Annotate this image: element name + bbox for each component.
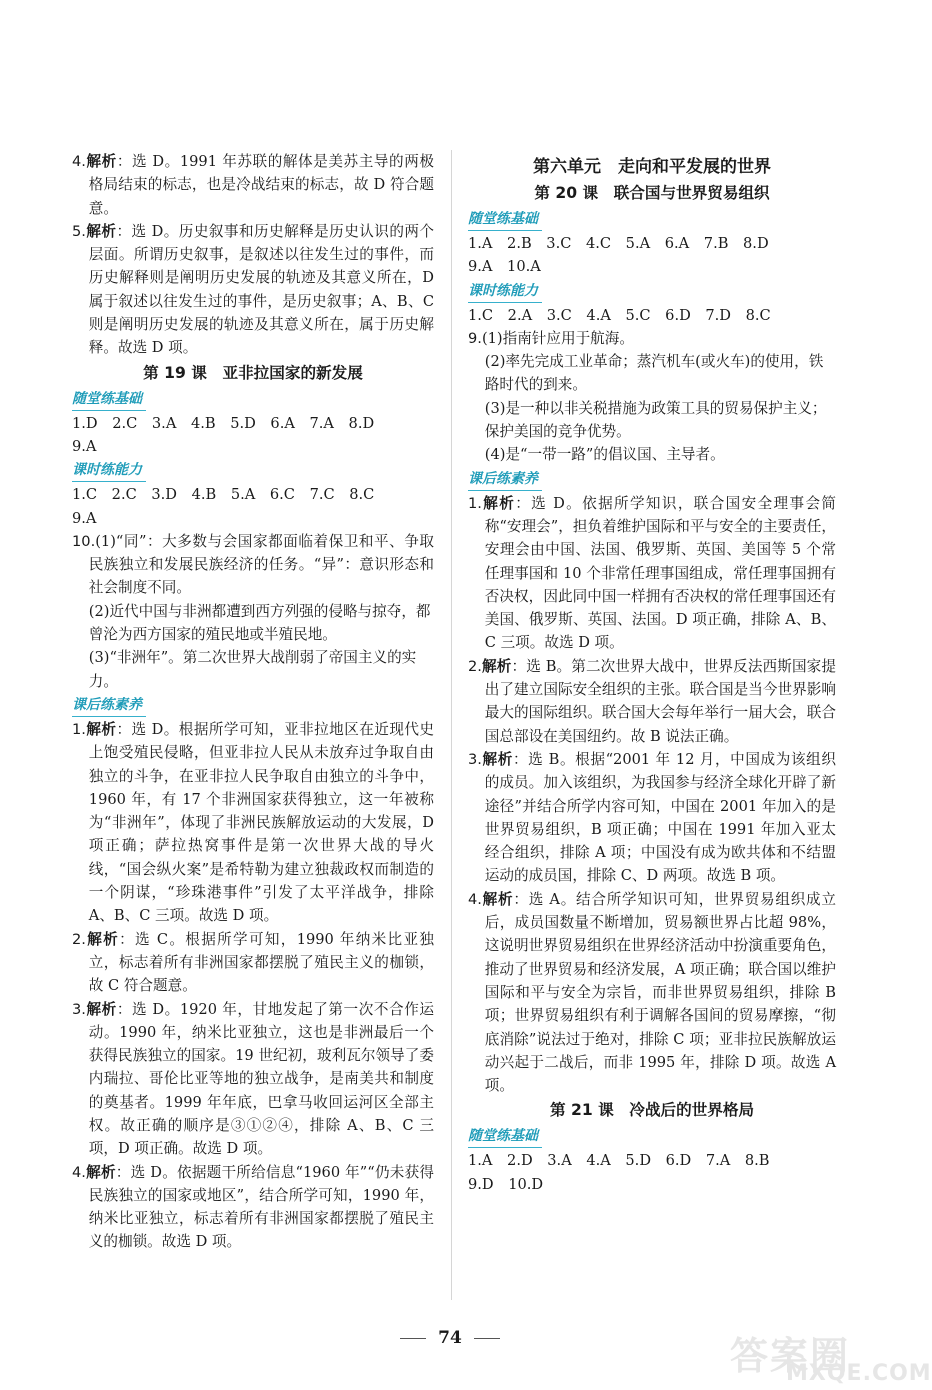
answer-line: 9.A: [72, 437, 97, 455]
answer-item: 10.(1)“同”：大多数与会国家都面临着保卫和平、争取民族独立和发展民族经济的任务。“异”：意识形态和社会制度不同。: [72, 532, 434, 597]
answer-subitem: (2)近代中国与非洲都遭到西方列强的侵略与掠夺，都曾沦为西方国家的殖民地或半殖民地。: [88, 602, 431, 644]
column-divider: [451, 150, 452, 1300]
answer-subitem: (4)是“一带一路”的倡议国、主导者。: [484, 446, 725, 464]
section-heading-basic: 随堂练基础: [72, 389, 146, 411]
section-heading-ability: 课时练能力: [468, 281, 542, 303]
answer-item: 5.解析：选 D。历史叙事和历史解释是历史认识的两个层面。所谓历史叙事，是叙述以往发生过的事件，而历史解释则是阐明历史发展的轨迹及其意义所在，D 属于叙述以往发生过的事件，是历史叙事；A、B、C 则是阐明历史发展的轨迹及其意义所在，属于历史解释。故选 D 项。: [72, 222, 434, 357]
answer-line: 1.D 2.C 3.A 4.B 5.D 6.A 7.A 8.D: [72, 414, 375, 432]
section-heading-literacy: 课后练素养: [72, 695, 146, 717]
answer-line: 1.A 2.D 3.A 4.A 5.D 6.D 7.A 8.B: [468, 1152, 770, 1170]
answer-line: 1.C 2.C 3.D 4.B 5.A 6.C 7.C 8.C: [72, 486, 375, 504]
answer-line: 1.A 2.B 3.C 4.C 5.A 6.A 7.B 8.D: [468, 235, 769, 252]
lesson-19-title: 第 19 课 亚非拉国家的新发展: [143, 363, 363, 382]
answer-line: 9.A: [72, 509, 97, 527]
answer-line: 9.D 10.D: [468, 1175, 544, 1193]
answer-item: 3.解析：选 D。1920 年，甘地发起了第一次不合作运动。1990 年，纳米比亚独立，这也是非洲最后一个获得民族独立的国家。19 世纪初，玻利瓦尔领导了委内瑞拉、哥伦比亚等地的独立战争，是南美共和制度的奠基者。1999 年年底，巴拿马收回运河区全部主权。故正确的顺序是③①②④，排除 A、B、C 三项，D 项正确。故选 D 项。: [72, 1000, 434, 1158]
answer-subitem: (2)率先完成工业革命；蒸汽机车(或火车)的使用，铁路时代的到来。: [484, 353, 824, 394]
answer-item: 1.解析：选 D。依据所学知识，联合国安全理事会简称“安理会”，担负着维护国际和平与安全的主要责任，安理会由中国、法国、俄罗斯、英国、美国等 5 个常任理事国和 10 个非常任理事国组成，常任理事国拥有否决权，因此同中国一样拥有否决权的常任理事国还有美国、俄罗斯、英国、法国。D 项正确，排除 A、B、C 三项。故选 D 项。: [468, 494, 836, 652]
answer-line: 1.C 2.A 3.C 4.A 5.C 6.D 7.D 8.C: [468, 306, 771, 324]
left-column: [72, 150, 434, 1254]
answer-item: 1.解析：选 D。根据所学可知，亚非拉地区在近现代史上饱受殖民侵略，但亚非拉人民从未放弃过争取自由独立的斗争，在亚非拉人民争取自由独立的斗争中，1960 年，有 17 个非洲国家获得独立，这一年被称为“非洲年”，体现了非洲民族解放运动的大发展，D 项正确；萨拉热窝事件是第一次世界大战的导火线，“国会纵火案”是希特勒为建立独裁政权而制造的一个阴谋，“珍珠港事件”引发了太平洋战争，排除 A、B、C 三项。故选 D 项。: [72, 720, 434, 925]
answer-item: 4.解析：选 D。依据题干所给信息“1960 年”“仍未获得民族独立的国家或地区”，结合所学可知，1990 年，纳米比亚独立，标志着所有非洲国家都摆脱了殖民主义的枷锁。故选 D 项。: [72, 1163, 434, 1251]
section-heading-literacy: 课后练素养: [468, 469, 542, 491]
answer-line: 9.A 10.A: [468, 258, 541, 276]
answer-item: 9.(1)指南针应用于航海。: [468, 329, 634, 347]
section-heading-basic: 随堂练基础: [468, 1126, 542, 1148]
unit-title: 第六单元 走向和平发展的世界: [533, 157, 771, 177]
answer-subitem: (3)“非洲年”。第二次世界大战削弱了帝国主义的实力。: [88, 649, 417, 690]
answer-item: 2.解析：选 B。第二次世界大战中，世界反法西斯国家提出了建立国际安全组织的主张。联合国是当今世界影响最大的国际组织。联合国大会每年举行一届大会，联合国总部设在美国纽约。故 B 说法正确。: [468, 657, 836, 745]
answer-item: 3.解析：选 B。根据“2001 年 12 月，中国成为该组织的成员。加入该组织，为我国参与经济全球化开辟了新途径”并结合所学内容可知，中国在 2001 年加入的是世界贸易组织，B 项正确；中国在 1991 年加入亚太经合组织，排除 A 项；中国没有成为欧共体和不结盟运动的成员国，排除 C、D 两项。故选 B 项。: [468, 750, 836, 885]
answer-item: 4.解析：选 D。1991 年苏联的解体是美苏主导的两极格局结束的标志，也是冷战结束的标志，故 D 符合题意。: [72, 153, 434, 217]
page-number: 74: [0, 1328, 900, 1348]
answer-subitem: (3)是一种以非关税措施为政策工具的贸易保护主义；保护美国的竞争优势。: [484, 399, 827, 441]
lesson-20-title: 第 20 课 联合国与世界贸易组织: [534, 184, 770, 202]
answer-item: 2.解析：选 C。根据所学可知，1990 年纳米比亚独立，标志着所有非洲国家都摆脱了殖民主义的枷锁，故 C 符合题意。: [72, 930, 434, 995]
lesson-21-title: 第 21 课 冷战后的世界格局: [549, 1101, 755, 1120]
watermark-logo: 答案圈 MXQE.COM: [730, 1334, 932, 1386]
section-heading-ability: 课时练能力: [72, 460, 146, 482]
right-column: [468, 150, 836, 1196]
answer-item: 4.解析：选 A。结合所学知识可知，世界贸易组织成立后，成员国数量不断增加，贸易额世界占比超 98%，这说明世界贸易组织在世界经济活动中扮演重要角色，推动了世界贸易和经济发展，A 项正确；联合国以维护国际和平与安全为宗旨，而非世界贸易组织，排除 B 项；世界贸易组织有利于调解各国间的贸易摩擦，“彻底消除”说法过于绝对，排除 C 项；亚非拉民族解放运动兴起于二战后，而非 1995 年，排除 D 项。故选 A 项。: [468, 890, 836, 1095]
section-heading-basic: 随堂练基础: [468, 209, 542, 231]
